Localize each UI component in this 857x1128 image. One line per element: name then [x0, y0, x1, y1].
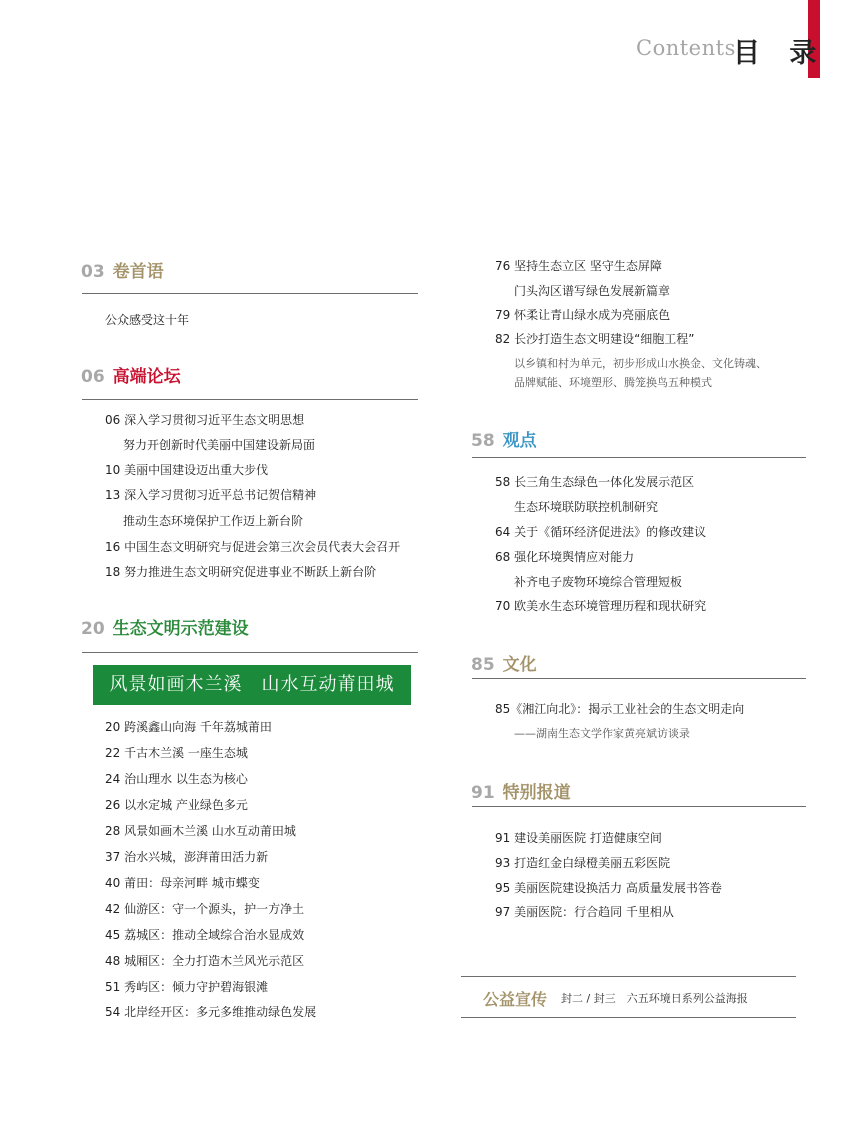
contents-heading-en: Contents	[636, 36, 736, 60]
toc-entry[interactable]: 37 治水兴城，澎湃莆田活力新	[105, 850, 269, 864]
section-divider	[461, 976, 796, 977]
toc-entry[interactable]: 公众感受这十年	[105, 313, 190, 327]
toc-entry[interactable]: 24 治山理水 以生态为核心	[105, 772, 248, 786]
toc-note: 品牌赋能、环境塑形、腾笼换鸟五种模式	[514, 376, 712, 389]
toc-entry[interactable]: 97 美丽医院：行合趋同 千里相从	[495, 905, 674, 919]
toc-entry[interactable]: 93 打造红金白绿橙美丽五彩医院	[495, 856, 671, 870]
section-title: 高端论坛	[112, 367, 181, 387]
toc-entry[interactable]: 22 千古木兰溪 一座生态城	[105, 746, 248, 760]
section-title: 卷首语	[112, 262, 164, 282]
section-number: 85	[471, 655, 495, 675]
section-divider	[472, 457, 806, 458]
section-title[interactable]: 公益宣传	[483, 990, 548, 1009]
toc-entry[interactable]: 封二 / 封三 六五环境日系列公益海报	[561, 992, 748, 1005]
section-title: 文化	[502, 655, 537, 675]
section-number: 20	[81, 619, 105, 639]
toc-entry[interactable]: 91 建设美丽医院 打造健康空间	[495, 831, 662, 845]
toc-entry[interactable]: 45 荔城区：推动全域综合治水显成效	[105, 928, 305, 942]
toc-entry[interactable]: 10 美丽中国建设迈出重大步伐	[105, 463, 269, 477]
toc-entry[interactable]: 20 跨溪鑫山向海 千年荔城莆田	[105, 720, 272, 734]
toc-entry[interactable]: 82 长沙打造生态文明建设“细胞工程”	[495, 332, 695, 346]
toc-entry[interactable]: 54 北岸经开区：多元多维推动绿色发展	[105, 1005, 317, 1019]
contents-heading-cn: 目 录	[733, 38, 827, 69]
toc-entry[interactable]: 门头沟区谱写绿色发展新篇章	[514, 284, 671, 298]
toc-entry[interactable]: 16 中国生态文明研究与促进会第三次会员代表大会召开	[105, 540, 401, 554]
toc-entry[interactable]: 26 以水定城 产业绿色多元	[105, 798, 248, 812]
section-divider	[472, 678, 806, 679]
section-heading[interactable]	[471, 426, 537, 451]
toc-entry[interactable]: 40 莆田：母亲河畔 城市蝶变	[105, 876, 260, 890]
section-heading[interactable]	[81, 362, 181, 387]
toc-entry[interactable]: 64 关于《循环经济促进法》的修改建议	[495, 525, 707, 539]
toc-entry[interactable]: 51 秀屿区：倾力守护碧海银滩	[105, 980, 269, 994]
toc-entry[interactable]: 28 风景如画木兰溪 山水互动莆田城	[105, 824, 296, 838]
section-heading[interactable]	[81, 614, 249, 639]
section-heading[interactable]	[471, 650, 537, 675]
section-title: 观点	[502, 431, 537, 451]
section-number: 03	[81, 262, 105, 282]
section-divider	[82, 293, 418, 294]
toc-entry[interactable]: 79 怀柔让青山绿水成为亮丽底色	[495, 308, 671, 322]
toc-entry[interactable]: 58 长三角生态绿色一体化发展示范区	[495, 475, 695, 489]
toc-entry[interactable]: 70 欧美水生态环境管理历程和现状研究	[495, 599, 707, 613]
toc-entry[interactable]: 48 城厢区：全力打造木兰风光示范区	[105, 954, 305, 968]
toc-entry[interactable]: 95 美丽医院建设换活力 高质量发展书答卷	[495, 881, 722, 895]
toc-entry[interactable]: 13 深入学习贯彻习近平总书记贺信精神	[105, 488, 317, 502]
section-number: 91	[471, 783, 495, 803]
section-title: 特别报道	[502, 783, 571, 803]
toc-entry[interactable]: 推动生态环境保护工作迈上新台阶	[123, 514, 304, 528]
section-number: 06	[81, 367, 105, 387]
toc-entry[interactable]: 06 深入学习贯彻习近平生态文明思想	[105, 413, 305, 427]
toc-note: ——湖南生态文学作家黄亮斌访谈录	[514, 727, 690, 740]
section-divider	[472, 806, 806, 807]
toc-entry[interactable]: 努力开创新时代美丽中国建设新局面	[123, 438, 316, 452]
toc-entry[interactable]: 85《湘江向北》：揭示工业社会的生态文明走向	[495, 702, 745, 716]
section-heading[interactable]	[81, 257, 164, 282]
section-title: 生态文明示范建设	[112, 619, 249, 639]
feature-banner[interactable]: 风景如画木兰溪 山水互动莆田城	[93, 665, 411, 705]
section-divider	[461, 1017, 796, 1018]
section-divider	[82, 652, 418, 653]
section-heading[interactable]	[471, 778, 571, 803]
section-number: 58	[471, 431, 495, 451]
toc-entry[interactable]: 76 坚持生态立区 坚守生态屏障	[495, 259, 662, 273]
section-divider	[82, 399, 418, 400]
toc-entry[interactable]: 补齐电子废物环境综合管理短板	[514, 575, 683, 589]
toc-entry[interactable]: 42 仙游区：守一个源头，护一方净土	[105, 902, 305, 916]
toc-entry[interactable]: 18 努力推进生态文明研究促进事业不断跃上新台阶	[105, 565, 377, 579]
toc-entry[interactable]: 68 强化环境舆情应对能力	[495, 550, 635, 564]
toc-entry[interactable]: 生态环境联防联控机制研究	[514, 500, 659, 514]
toc-note: 以乡镇和村为单元，初步形成山水换金、文化铸魂、	[514, 357, 767, 370]
